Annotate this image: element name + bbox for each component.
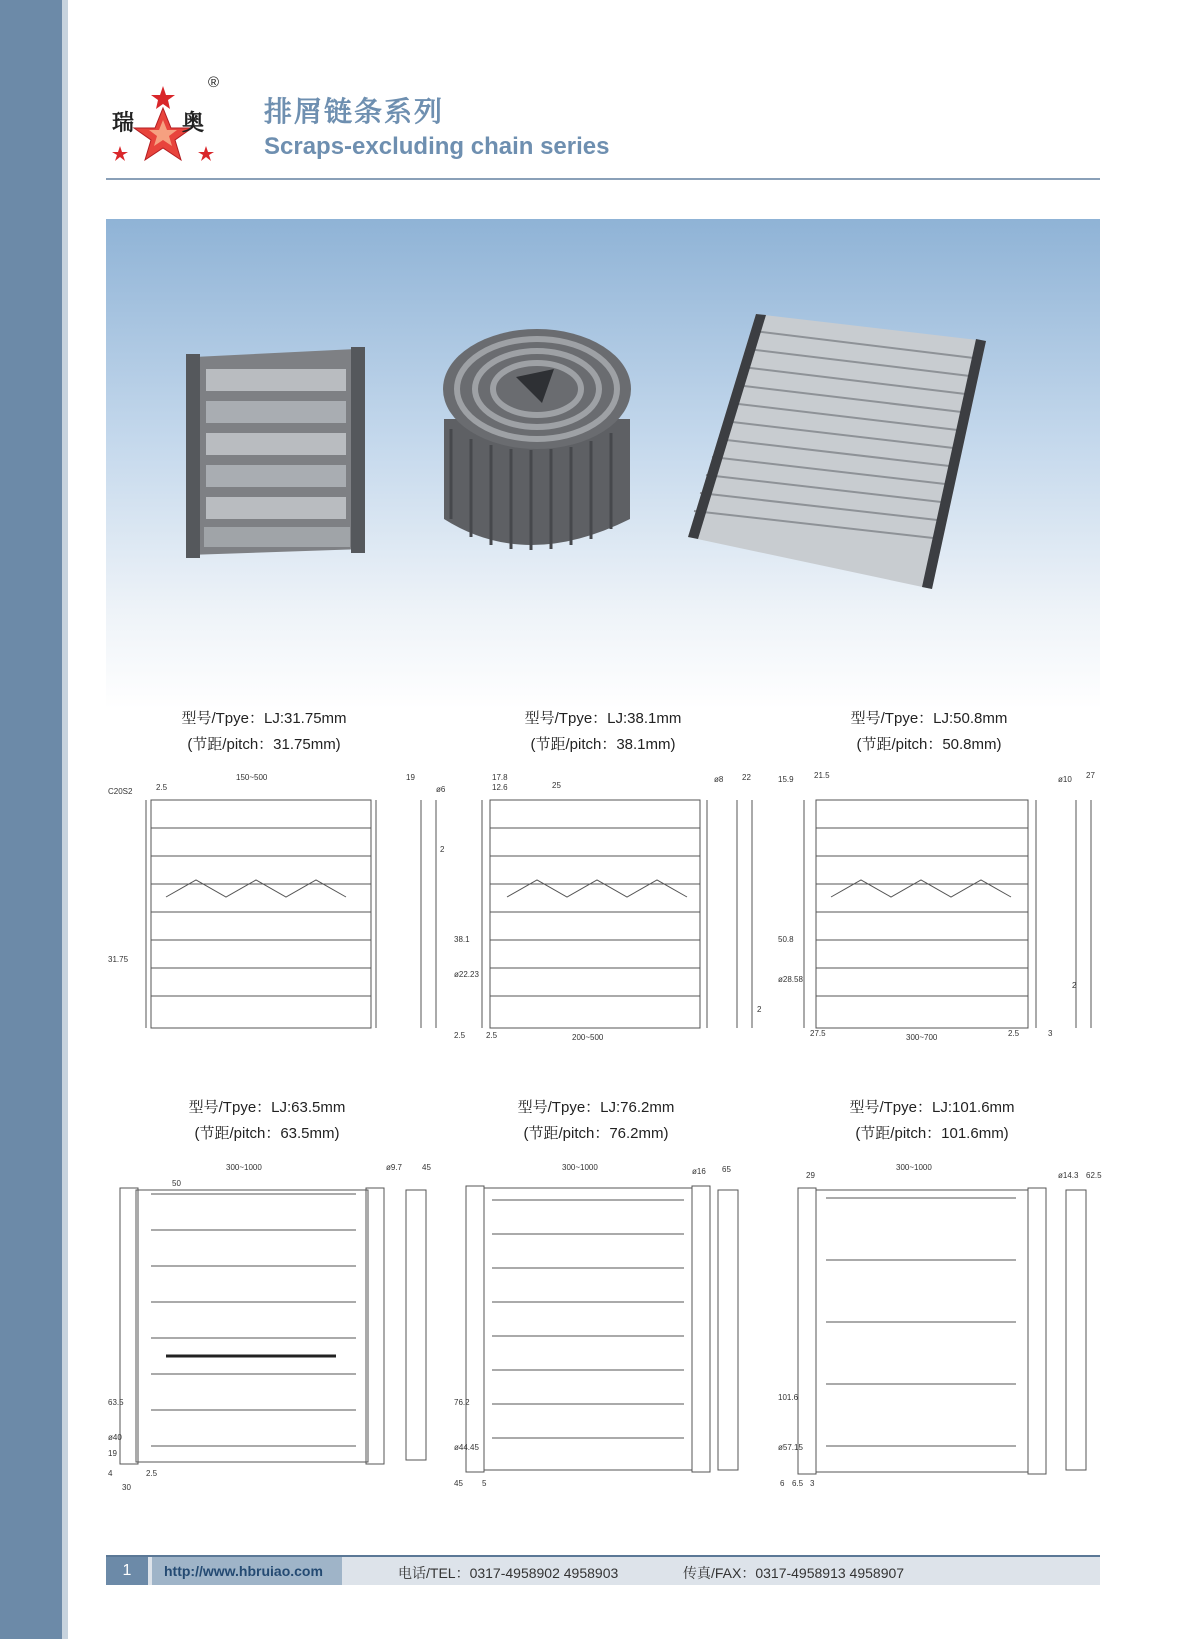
- product-photos: [106, 219, 1100, 709]
- dim-label: 3: [810, 1479, 815, 1488]
- dim-label: 21.5: [814, 772, 830, 780]
- dim-label: ø14.3: [1058, 1171, 1079, 1180]
- telephone: 电话/TEL：0317-4958902 4958903: [398, 1565, 619, 1581]
- product-pitch: (节距/pitch：63.5mm): [194, 1125, 340, 1142]
- dim-label: 45: [422, 1163, 431, 1172]
- dim-label: 2.5: [1008, 1029, 1020, 1038]
- dim-label: 300~1000: [896, 1163, 932, 1172]
- dim-label: 2.5: [454, 1031, 466, 1040]
- fax: 传真/FAX：0317-4958913 4958907: [683, 1565, 905, 1581]
- product-type: 型号/Tpye：LJ:101.6mm: [849, 1099, 1015, 1116]
- dim-label: 29: [806, 1171, 815, 1180]
- dim-label: 3: [1048, 1029, 1053, 1038]
- page-title-en: Scraps-excluding chain series: [264, 133, 610, 160]
- dim-label: 19: [108, 1449, 117, 1458]
- brand-char-1: 瑞: [112, 110, 135, 136]
- dim-label: 300~1000: [562, 1163, 598, 1172]
- dim-label: 6.5: [792, 1479, 804, 1488]
- website-link[interactable]: http://www.hbruiao.com: [152, 1557, 342, 1585]
- dim-label: 30: [122, 1483, 131, 1492]
- dim-label: 27.5: [810, 1029, 826, 1038]
- dim-label: 17.8: [492, 773, 508, 782]
- steel-plate-chain-photo: [688, 314, 986, 589]
- product-pitch: (节距/pitch：38.1mm): [530, 736, 676, 753]
- dim-label: 76.2: [454, 1398, 470, 1407]
- dim-label: 2: [757, 1005, 762, 1014]
- dim-label: 15.9: [778, 775, 794, 784]
- dim-label: 150~500: [236, 773, 268, 782]
- product-type: 型号/Tpye：LJ:63.5mm: [188, 1099, 346, 1116]
- dim-label: 31.75: [108, 955, 129, 964]
- dim-label: 25: [552, 781, 561, 790]
- dim-label: C20S2: [108, 787, 133, 796]
- product-caption: [453, 706, 753, 758]
- side-strip: [0, 0, 62, 1639]
- product-pitch: (节距/pitch：101.6mm): [855, 1125, 1009, 1142]
- dim-label: ø10: [1058, 775, 1072, 784]
- dim-label: ø28.58: [778, 975, 803, 984]
- brand-logo: [108, 74, 220, 168]
- dim-label: 65: [722, 1165, 731, 1174]
- product-caption: [117, 1095, 417, 1147]
- product-pitch: (节距/pitch：50.8mm): [856, 736, 1002, 753]
- dim-label: 19: [406, 773, 415, 782]
- chain-drawing-38: [452, 772, 772, 1042]
- dim-label: 50.8: [778, 935, 794, 944]
- dim-label: ø57.15: [778, 1443, 803, 1452]
- dim-label: ø16: [692, 1167, 706, 1176]
- product-type: 型号/Tpye：LJ:31.75mm: [181, 710, 347, 727]
- side-strip-inner: [62, 0, 68, 1639]
- dim-label: 22: [742, 773, 751, 782]
- chain-drawing-101: [776, 1160, 1106, 1500]
- dim-label: ø40: [108, 1433, 122, 1442]
- dim-label: 2: [440, 845, 445, 854]
- dim-label: 63.5: [108, 1398, 124, 1407]
- chain-drawing-50: [776, 772, 1106, 1042]
- dim-label: 101.6: [778, 1393, 799, 1402]
- product-pitch: (节距/pitch：31.75mm): [187, 736, 341, 753]
- product-photo-panel: [106, 219, 1100, 709]
- product-caption: [114, 706, 414, 758]
- product-caption: [446, 1095, 746, 1147]
- dim-label: ø6: [436, 785, 446, 794]
- product-caption: [782, 1095, 1082, 1147]
- dim-label: 38.1: [454, 935, 470, 944]
- chain-drawing-76: [452, 1160, 772, 1500]
- product-type: 型号/Tpye：LJ:50.8mm: [850, 710, 1008, 727]
- dim-label: 2.5: [146, 1469, 158, 1478]
- page-title-cn: 排屑链条系列: [264, 96, 445, 127]
- chain-drawing-31: [106, 772, 446, 1042]
- dim-label: ø9.7: [386, 1163, 403, 1172]
- dim-label: 300~1000: [226, 1163, 262, 1172]
- product-type: 型号/Tpye：LJ:38.1mm: [524, 710, 682, 727]
- dim-label: ø8: [714, 775, 724, 784]
- dim-label: 2.5: [486, 1031, 498, 1040]
- title-divider: [106, 178, 1100, 180]
- product-caption: [779, 706, 1079, 758]
- dim-label: 45: [454, 1479, 463, 1488]
- flat-chain-photo: [186, 347, 365, 558]
- dim-label: 27: [1086, 772, 1095, 780]
- product-type: 型号/Tpye：LJ:76.2mm: [517, 1099, 675, 1116]
- dim-label: 2: [1072, 981, 1077, 990]
- product-pitch: (节距/pitch：76.2mm): [523, 1125, 669, 1142]
- dim-label: 5: [482, 1479, 487, 1488]
- dim-label: ø22.23: [454, 970, 479, 979]
- dim-label: 50: [172, 1179, 181, 1188]
- dim-label: 200~500: [572, 1033, 604, 1042]
- dim-label: 2.5: [156, 783, 168, 792]
- dim-label: 4: [108, 1469, 113, 1478]
- dim-label: 12.6: [492, 783, 508, 792]
- dim-label: 300~700: [906, 1033, 938, 1042]
- brand-char-2: 奥: [182, 110, 205, 136]
- dim-label: 6: [780, 1479, 785, 1488]
- page-number: 1: [106, 1557, 148, 1585]
- dim-label: 62.5: [1086, 1171, 1102, 1180]
- registered-mark: ®: [208, 74, 220, 91]
- rolled-chain-photo: [443, 329, 631, 550]
- chain-drawing-63: [106, 1160, 446, 1500]
- dim-label: ø44.45: [454, 1443, 479, 1452]
